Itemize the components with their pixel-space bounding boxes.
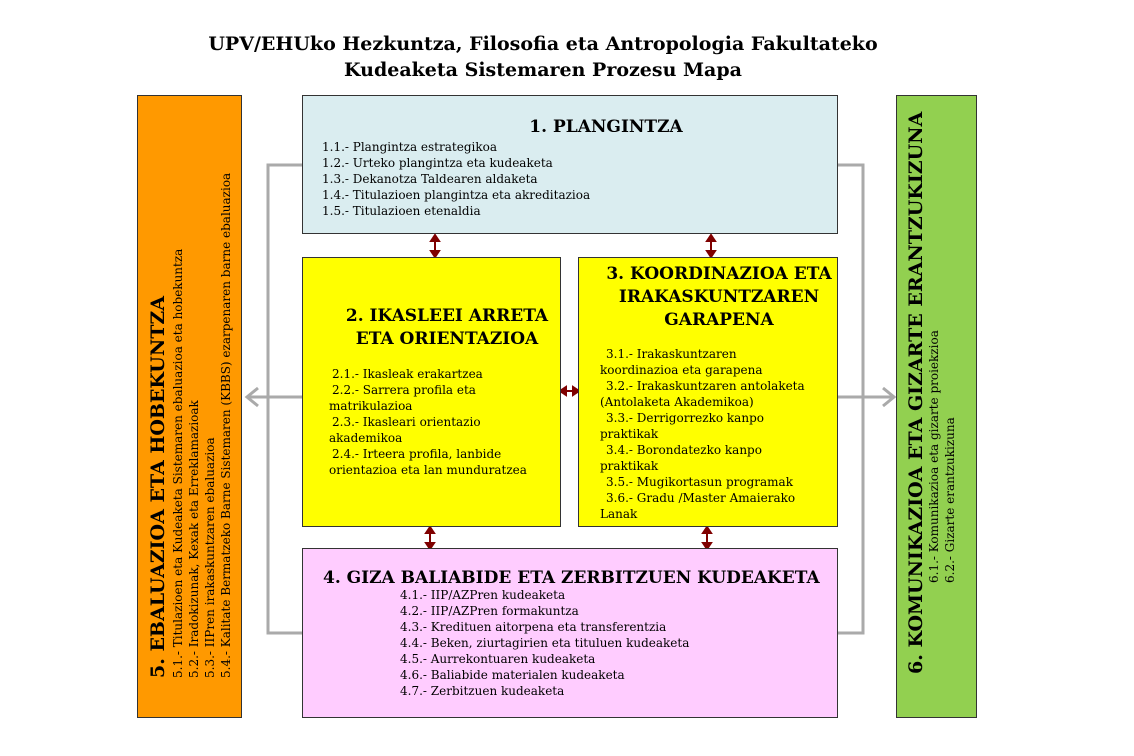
list-item: praktikak [600,427,659,441]
list-item: 4.1.- IIP/AZPren kudeaketa [400,588,566,602]
resources-box [302,548,838,718]
students-box [302,257,561,527]
resources-heading: 4. GIZA BALIABIDE ETA ZERBITZUEN KUDEAKETA [323,568,820,588]
list-item: 3.2.- Irakaskuntzaren antolaketa [606,379,805,393]
list-item: 1.5.- Titulazioen etenaldia [322,204,481,218]
list-item: koordinazioa eta garapena [600,363,763,377]
list-item: 1.2.- Urteko plangintza eta kudeaketa [322,156,553,170]
map-title-line2: Kudeaketa Sistemaren Prozesu Mapa [344,59,742,81]
list-item: 2.4.- Irteera profila, lanbide [332,447,502,461]
arrow-coord-resources-top [703,527,711,533]
planning-item-list [322,139,590,219]
evaluation-item: 5.2.- Iradokizunak, Kexak eta Erreklamazioak [187,400,201,678]
list-item: 4.4.- Beken, ziurtagirien eta tituluen kudeaketa [400,636,690,650]
list-item: akademikoa [329,431,403,445]
students-heading-line2: ETA ORIENTAZIOA [355,329,539,349]
list-item: 2.3.- Ikasleari orientazio [332,415,481,429]
evaluation-item: 5.1.- Titulazioen eta Kudeaketa Sistemaren ebaluazioa eta hobekuntza [171,248,185,678]
coordination-box [578,257,838,527]
evaluation-item: 5.3.- IIPren irakaskuntzaren ebaluazioa [203,437,217,678]
planning-heading: 1. PLANGINTZA [529,117,683,137]
list-item: 4.2.- IIP/AZPren formakuntza [400,604,579,618]
communication-heading: 6. KOMUNIKAZIOA ETA GIZARTE ERANTZUKIZUNA [905,111,927,674]
list-item: 1.1.- Plangintza estrategikoa [322,140,497,154]
resources-item-list [400,587,689,699]
evaluation-item: 5.4.- Kalitate Bermatzeko Barne Sistemaren (KBBS) ezarpenaren barne ebaluazioa [219,172,233,678]
list-item: 3.1.- Irakaskuntzaren [606,347,737,361]
coordination-heading-line2: IRAKASKUNTZAREN [618,287,820,307]
coordination-heading-line3: GARAPENA [664,310,774,330]
arrow-plan-coord-top [707,235,715,241]
list-item: 4.5.- Aurrekontuaren kudeaketa [400,652,596,666]
list-item: 4.3.- Kredituen aitorpena eta transferentzia [400,620,667,634]
list-item: 1.3.- Dekanotza Taldearen aldaketa [322,172,538,186]
list-item: 3.4.- Borondatezko kanpo [606,443,762,457]
list-item: matrikulazioa [329,399,413,413]
arrow-plan-students-top [431,235,439,241]
list-item: Lanak [600,507,638,521]
communication-item: 6.2.- Gizarte erantzukizuna [943,417,957,583]
map-title-line1: UPV/EHUko Hezkuntza, Filosofia eta Antropologia Fakultateko [208,33,878,55]
list-item: (Antolaketa Akademikoa) [600,395,754,409]
planning-box [302,95,838,234]
evaluation-heading: 5. EBALUAZIOA ETA HOBEKUNTZA [147,296,169,678]
list-item: orientazioa eta lan munduratzea [329,463,527,477]
coordination-item-list [600,346,805,522]
evaluation-box [137,95,242,718]
list-item: 1.4.- Titulazioen plangintza eta akreditazioa [322,188,591,202]
students-heading-line1: 2. IKASLEEI ARRETA [345,306,549,326]
communication-item: 6.1.- Komunikazioa eta gizarte proiekzioa [927,330,941,583]
right-connector-bracket [838,165,863,633]
list-item: 2.2.- Sarrera profila eta [332,383,476,397]
coordination-heading-line1: 3. KOORDINAZIOA ETA [606,264,832,284]
list-item: 4.6.- Baliabide materialen kudeaketa [400,668,625,682]
list-item: 3.3.- Derrigorrezko kanpo [606,411,764,425]
list-item: praktikak [600,459,659,473]
list-item: 3.6.- Gradu /Master Amaierako [606,491,796,505]
communication-box [896,95,977,718]
list-item: 2.1.- Ikasleak erakartzea [332,367,483,381]
list-item: 4.7.- Zerbitzuen kudeaketa [400,684,565,698]
arrow-students-resources-top [426,527,434,533]
list-item: 3.5.- Mugikortasun programak [606,475,793,489]
students-item-list [329,366,527,478]
left-connector-bracket [268,165,302,633]
